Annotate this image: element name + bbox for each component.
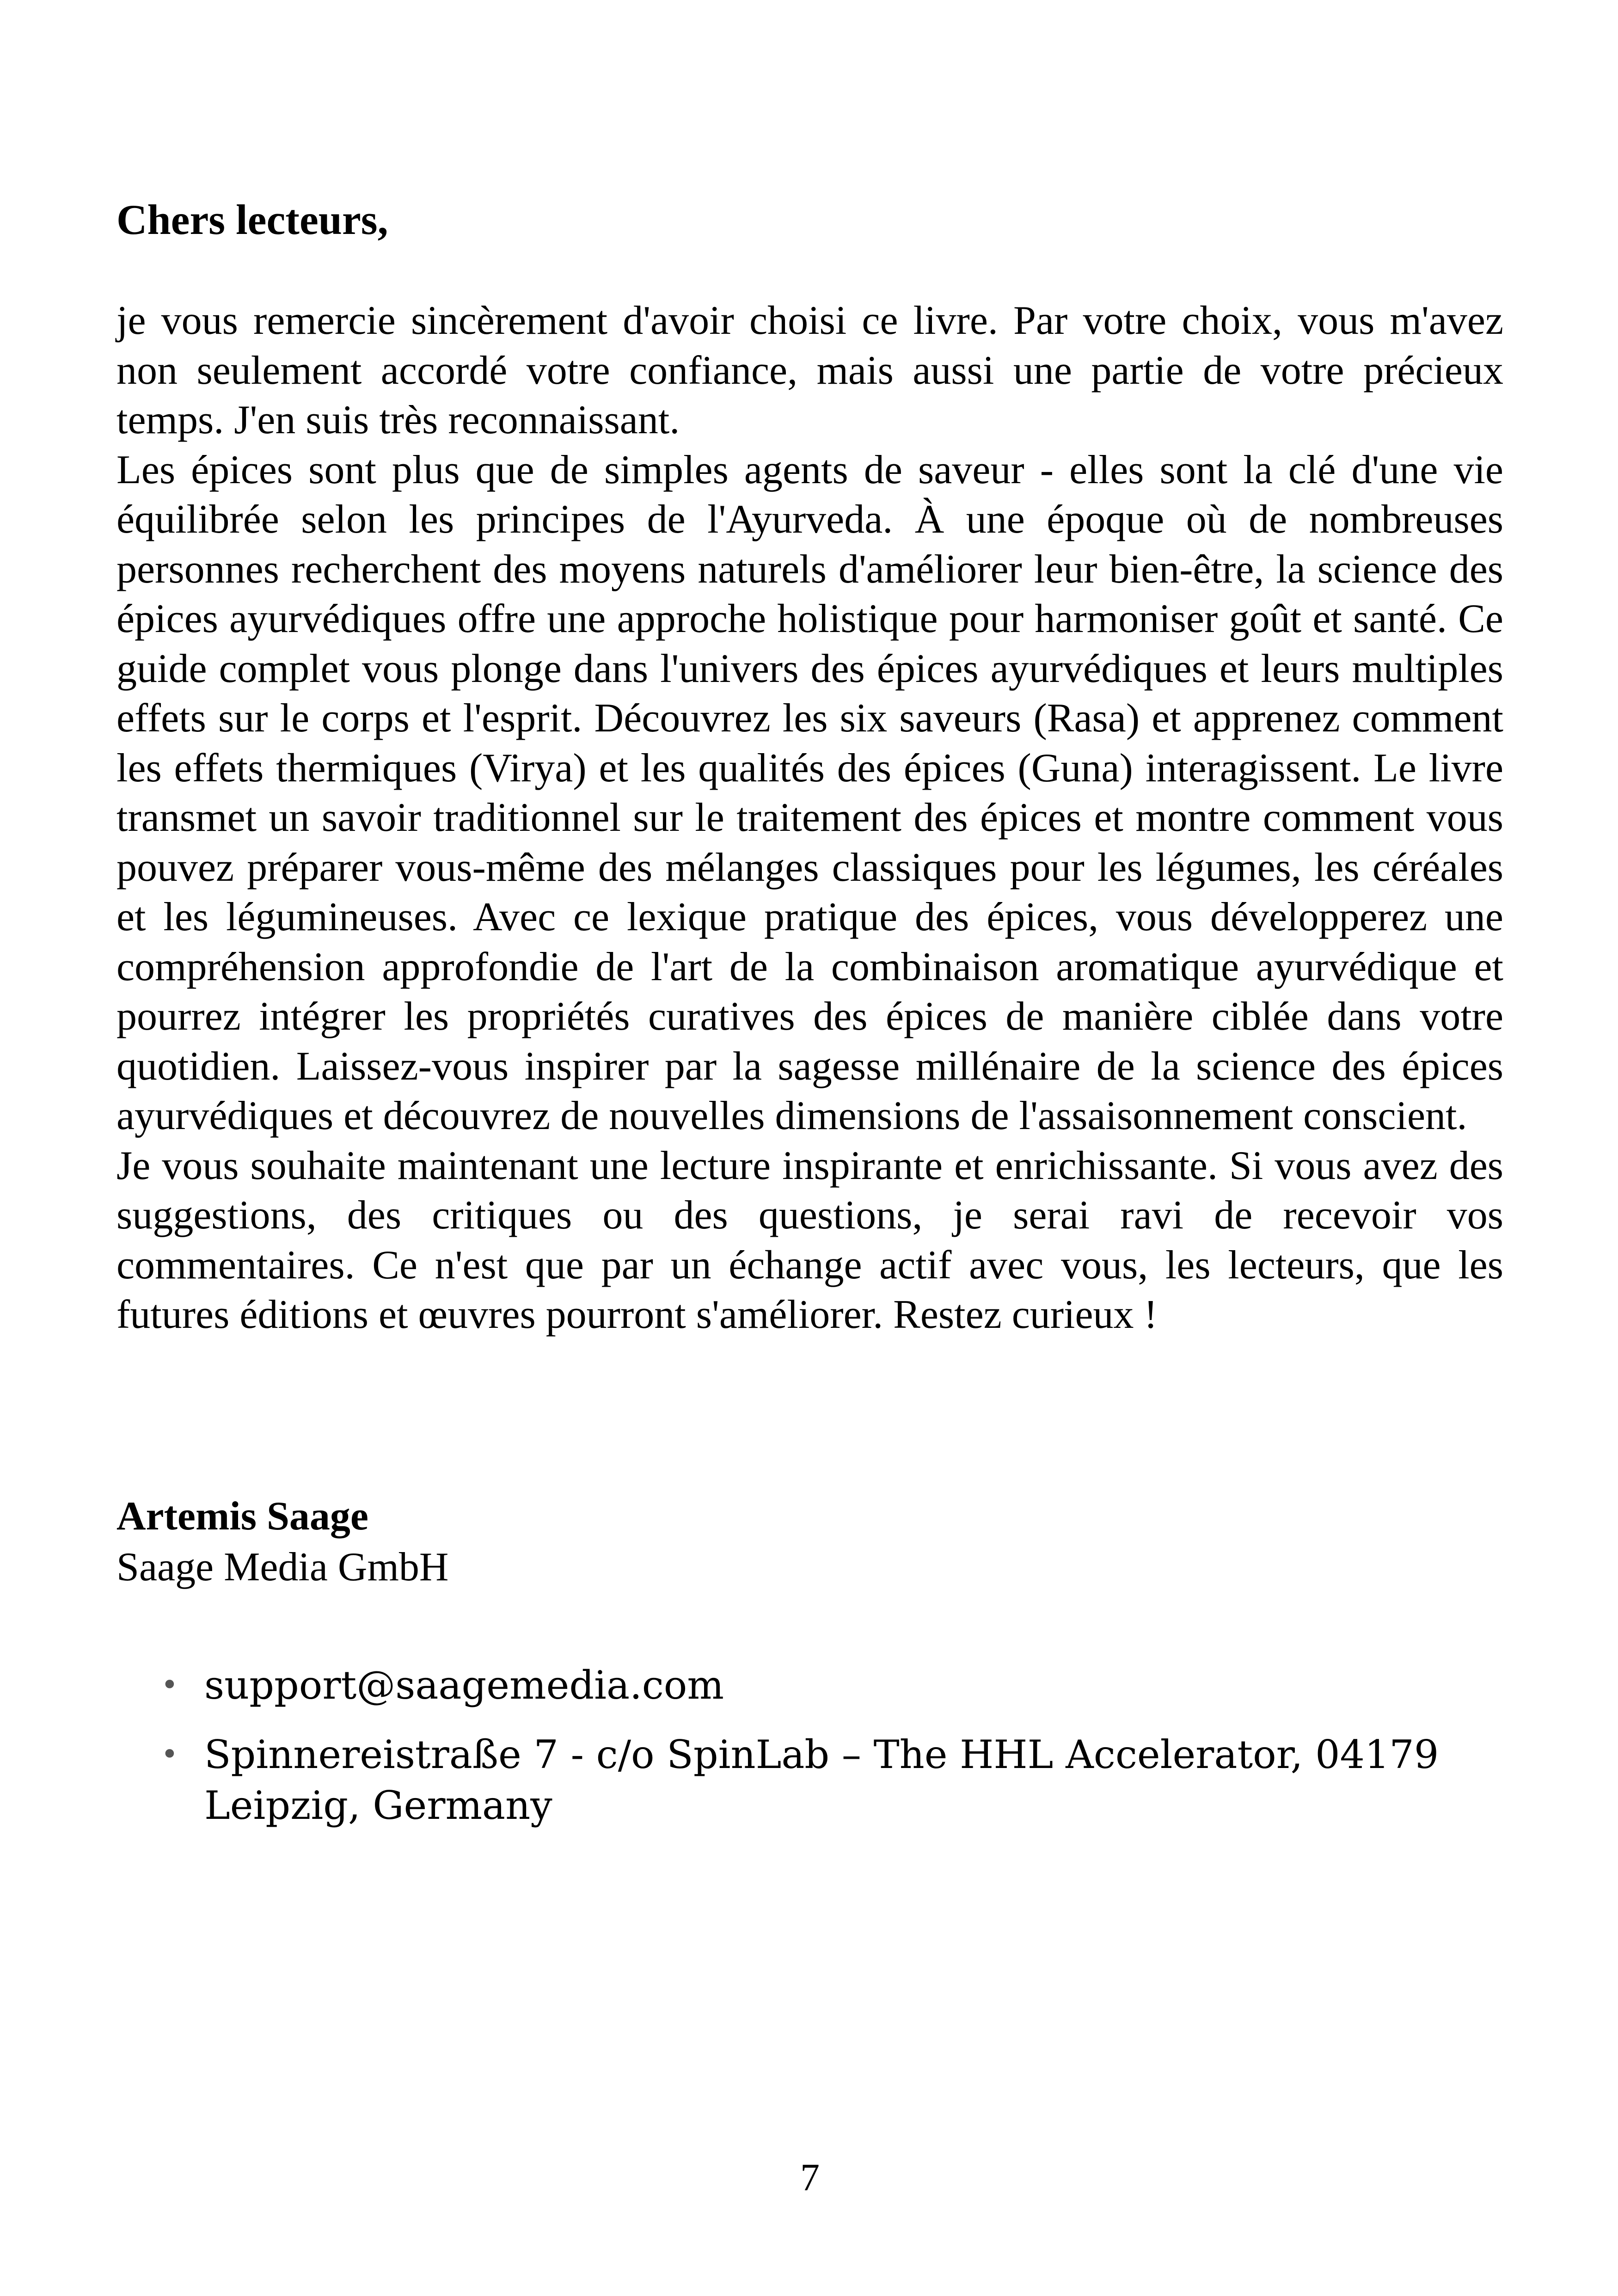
contact-address-text: Spinnereistraße 7 - c/o SpinLab – The HHL Accelerator, 04179 Leipzig, Germany [204, 1732, 1439, 1828]
bullet-icon: • [161, 1737, 178, 1772]
contact-list [116, 1660, 1503, 1849]
paragraph-description: Les épices sont plus que de simples agents de saveur - elles sont la clé d'une vie équilibrée selon les principes de l'Ayurveda. À une époque où de nombreuses personnes recherchent des moyens naturels d'améliorer leur bien-être, la science des épices ayurvédiques offre une approche holistique pour harmoniser goût et santé. Ce guide complet vous plonge dans l'univers des épices ayurvédiques et leurs multiples effets sur le corps et l'esprit. Découvrez les six saveurs (Rasa) et apprenez comment les effets thermiques (Virya) et les qualités des épices (Guna) interagissent. Le livre transmet un savoir traditionnel sur le traitement des épices et montre comment vous pouvez préparer vous-même des mélanges classiques pour les légumes, les céréales et les légumineuses. Avec ce lexique pratique des épices, vous développerez une compréhension approfondie de l'art de la combinaison aromatique ayurvédique et pourrez intégrer les propriétés curatives des épices de manière ciblée dans votre quotidien. Laissez-vous inspirer par la sagesse millénaire de la science des épices ayurvédiques et découvrez de nouvelles dimensions de l'assaisonnement conscient. [116, 447, 1503, 1138]
salutation: Chers lecteurs, [116, 196, 388, 243]
page-number: 7 [800, 2156, 820, 2199]
contact-address [116, 1729, 1545, 1831]
paragraph-closing: Je vous souhaite maintenant une lecture inspirante et enrichissante. Si vous avez des suggestions, des critiques ou des questions, je serai ravi de recevoir vos commentaires. Ce n'est que par un échange actif avec vous, les lecteurs, que les futures éditions et œuvres pourront s'améliorer. Restez curieux ! [116, 1143, 1503, 1337]
author-name: Artemis Saage [116, 1494, 368, 1539]
contact-email-text: support@saagemedia.com [204, 1663, 724, 1708]
contact-email [116, 1660, 1545, 1711]
signature-block [116, 1491, 448, 1593]
company-name: Saage Media GmbH [116, 1545, 449, 1590]
document-page [116, 0, 1503, 2296]
bullet-icon: • [161, 1668, 178, 1702]
paragraph-thanks: je vous remercie sincèrement d'avoir choisi ce livre. Par votre choix, vous m'avez non seulement accordé votre confiance, mais aussi une partie de votre précieux temps. J'en suis très reconnaissant. [116, 298, 1503, 442]
letter-body [116, 296, 1503, 1340]
